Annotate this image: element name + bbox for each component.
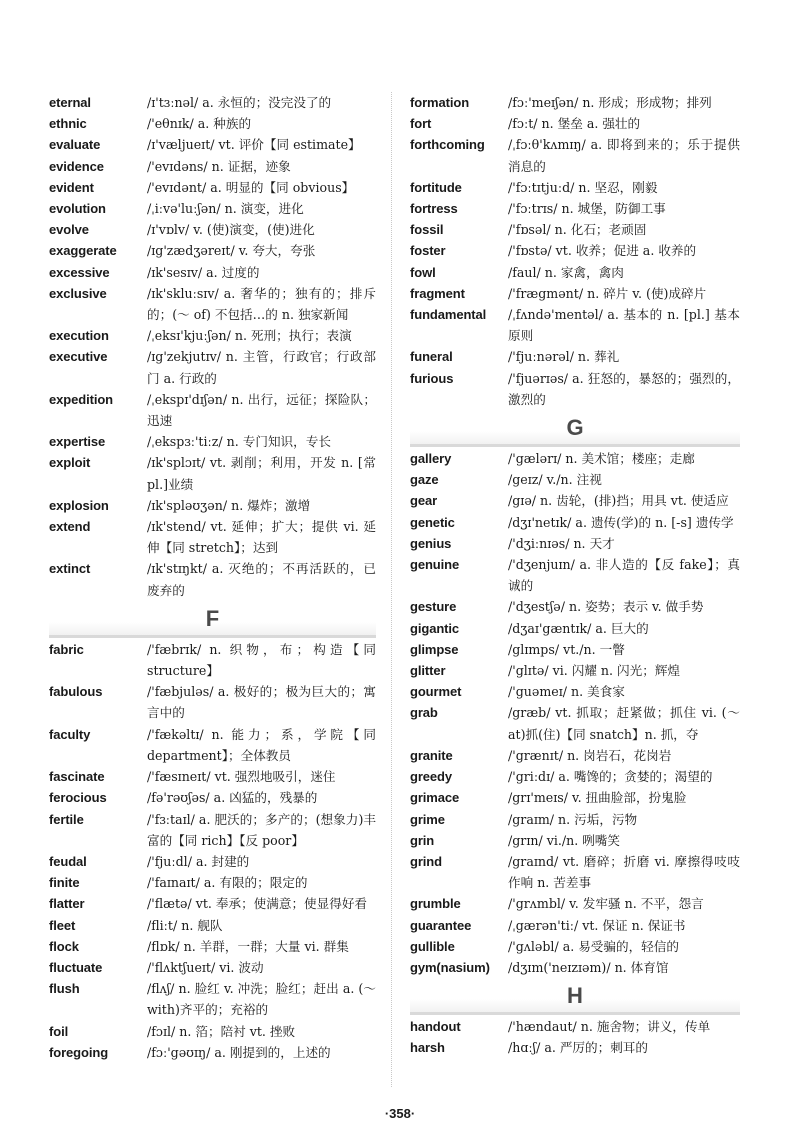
definition: /'fjuːnərəl/ n. 葬礼 [508, 349, 620, 365]
definition: /ɪ'vɒlv/ v. (使)演变，(使)进化 [147, 222, 315, 238]
headword: handout [410, 1019, 461, 1035]
definition: /'gʌləbl/ a. 易受骗的，轻信的 [508, 938, 679, 954]
headword: genetic [410, 514, 455, 530]
headword: evolve [49, 222, 89, 238]
dictionary-entry [410, 745, 740, 766]
definition: /ɪg'zædʒəreɪt/ v. 夸大，夸张 [147, 243, 316, 259]
dictionary-entry [410, 702, 740, 744]
definition: /'guəmeɪ/ n. 美食家 [508, 684, 625, 700]
dictionary-entry [410, 893, 740, 914]
definition: /'fæsɪneɪt/ vt. 强烈地吸引，迷住 [147, 769, 336, 785]
definition: /flʌʃ/ n. 脸红 v. 冲洗；脸红；赶出 a. (～ with)齐平的；充裕的 [147, 981, 376, 1018]
headword: ethnic [49, 116, 87, 132]
dictionary-entry [49, 389, 376, 431]
definition: /dʒɪ'netɪk/ a. 遗传(学)的 n. [-s] 遗传学 [508, 514, 734, 530]
dictionary-entry [410, 957, 740, 978]
dictionary-entry [410, 639, 740, 660]
definition: /ˌgærən'tiː/ vt. 保证 n. 保证书 [508, 917, 686, 933]
definition: /ɪg'zekjutɪv/ n. 主管，行政官；行政部门 a. 行政的 [147, 349, 376, 386]
headword: glitter [410, 663, 446, 679]
definition: /ˌekspɜː'tiːz/ n. 专门知识，专长 [147, 434, 331, 450]
headword: flush [49, 981, 80, 997]
definition: /ɪk'stɪŋkt/ a. 灭绝的；不再活跃的，已废弃的 [147, 561, 376, 598]
dictionary-entry [410, 1037, 740, 1058]
headword: grumble [410, 896, 461, 912]
definition: /ɪk'sesɪv/ a. 过度的 [147, 264, 260, 280]
dictionary-entry [410, 113, 740, 134]
headword: greedy [410, 769, 453, 785]
definition: /'griːdɪ/ a. 嘴馋的；贪婪的；渴望的 [508, 769, 713, 785]
headword: feudal [49, 853, 87, 869]
headword: gallery [410, 451, 452, 467]
definition: /'faɪnaɪt/ a. 有限的；限定的 [147, 875, 308, 891]
definition: /'gælərɪ/ n. 美术馆；楼座；走廊 [508, 451, 695, 467]
dictionary-entry [49, 134, 376, 155]
headword: grind [410, 853, 442, 869]
definition: /'evɪdənt/ a. 明显的【同 obvious】 [147, 179, 355, 195]
headword: fabric [49, 641, 84, 657]
definition: /ɪk'stend/ vt. 延伸；扩大；提供 vi. 延伸【同 stretch】；达到 [147, 519, 376, 556]
headword: fundamental [410, 307, 487, 323]
dictionary-entry [410, 304, 740, 346]
definition: /flɒk/ n. 羊群，一群；大量 vi. 群集 [147, 938, 349, 954]
dictionary-entry [49, 872, 376, 893]
dictionary-entry [49, 262, 376, 283]
definition: /ɪ'væljueɪt/ vt. 评价【同 estimate】 [147, 137, 361, 153]
headword: forthcoming [410, 137, 485, 153]
definition: /graɪnd/ vt. 磨碎；折磨 vi. 摩擦得吱吱作响 n. 苦差事 [508, 853, 740, 891]
definition: /fliːt/ n. 舰队 [147, 917, 223, 933]
headword: fortitude [410, 179, 462, 195]
headword: ferocious [49, 790, 107, 806]
headword: exaggerate [49, 243, 117, 259]
dictionary-entry [410, 681, 740, 702]
definition: /dʒaɪ'gæntɪk/ a. 巨大的 [508, 620, 649, 636]
headword: gullible [410, 938, 455, 954]
definition: /'fjuːdl/ a. 封建的 [147, 853, 250, 869]
definition: /glɪmps/ vt./n. 一瞥 [508, 641, 625, 657]
definition: /'fɔːtɪtjuːd/ n. 坚忍，刚毅 [508, 179, 658, 195]
dictionary-entry [410, 512, 740, 533]
headword: exclusive [49, 285, 107, 301]
definition: /fə'rəʊʃəs/ a. 凶猛的，残暴的 [147, 790, 318, 806]
dictionary-entry [410, 915, 740, 936]
definition: /ɪk'spləʊʒən/ n. 爆炸；激增 [147, 497, 311, 513]
headword: grab [410, 705, 438, 721]
definition: /'hændaut/ n. 施舍物；讲义，传单 [508, 1019, 711, 1035]
definition: /gɪə/ n. 齿轮，(排)挡；用具 vt. 使适应 [508, 493, 729, 509]
dictionary-entry [49, 495, 376, 516]
headword: foster [410, 243, 446, 259]
headword: foregoing [49, 1044, 109, 1060]
headword: fragment [410, 285, 465, 301]
headword: fascinate [49, 769, 105, 785]
left-column [49, 92, 376, 1063]
dictionary-entry [410, 596, 740, 617]
headword: finite [49, 875, 80, 891]
headword: funeral [410, 349, 453, 365]
dictionary-entry [49, 113, 376, 134]
dictionary-entry [49, 240, 376, 261]
headword: evolution [49, 201, 106, 217]
definition: /'fæbrɪk/ n. 织物，布；构造【同 structure】 [147, 641, 376, 679]
definition: /geɪz/ v./n. 注视 [508, 472, 602, 488]
definition: /grɪ'meɪs/ v. 扭曲脸部，扮鬼脸 [508, 790, 687, 806]
dictionary-entry [49, 787, 376, 808]
definition: /fɔɪl/ n. 箔；陪衬 vt. 挫败 [147, 1023, 296, 1039]
definition: /fɔː'gəʊɪŋ/ a. 刚提到的，上述的 [147, 1044, 331, 1060]
dictionary-entry [410, 134, 740, 176]
dictionary-entry [49, 558, 376, 600]
dictionary-entry [410, 469, 740, 490]
definition: /'flætə/ vt. 奉承；使满意；使显得好看 [147, 896, 368, 912]
dictionary-entry [49, 516, 376, 558]
definition: /faul/ n. 家禽，禽肉 [508, 264, 624, 280]
dictionary-entry [49, 639, 376, 681]
headword: grime [410, 811, 445, 827]
headword: flock [49, 938, 79, 954]
headword: excessive [49, 264, 110, 280]
headword: grin [410, 832, 435, 848]
headword: harsh [410, 1040, 445, 1056]
dictionary-entry [410, 830, 740, 851]
headword: gym(nasium) [410, 959, 490, 975]
dictionary-entry [410, 660, 740, 681]
dictionary-entry [49, 766, 376, 787]
dictionary-entry [49, 92, 376, 113]
dictionary-entry [410, 92, 740, 113]
definition: /ɪk'skluːsɪv/ a. 奢华的；独有的；排斥的；(～ of) 不包括…的 n. 独家新闻 [147, 285, 376, 323]
definition: /'eθnɪk/ a. 种族的 [147, 116, 252, 132]
definition: /ˌeksɪ'kjuːʃən/ n. 死刑；执行；表演 [147, 328, 352, 344]
headword: fowl [410, 264, 436, 280]
dictionary-entry [49, 219, 376, 240]
dictionary-entry [49, 915, 376, 936]
dictionary-entry [410, 240, 740, 261]
headword: expedition [49, 391, 114, 407]
definition: /'glɪtə/ vi. 闪耀 n. 闪光；辉煌 [508, 663, 681, 679]
headword: evident [49, 179, 94, 195]
dictionary-entry [49, 936, 376, 957]
dictionary-entry [410, 766, 740, 787]
dictionary-entry [49, 1021, 376, 1042]
letter-section-header: G [410, 412, 740, 447]
headword: furious [410, 370, 454, 386]
headword: evidence [49, 158, 104, 174]
dictionary-entry [49, 957, 376, 978]
dictionary-entry [410, 283, 740, 304]
headword: granite [410, 747, 453, 763]
headword: fleet [49, 917, 76, 933]
dictionary-entry [49, 1042, 376, 1063]
headword: extend [49, 519, 91, 535]
definition: /'evɪdəns/ n. 证据，迹象 [147, 158, 291, 174]
definition: /ɪ'tɜːnəl/ a. 永恒的；没完没了的 [147, 95, 332, 110]
dictionary-entry [410, 554, 740, 596]
headword: explosion [49, 497, 109, 513]
headword: flatter [49, 896, 85, 912]
headword: guarantee [410, 917, 472, 933]
headword: genuine [410, 557, 460, 573]
dictionary-entry [49, 724, 376, 766]
definition: /'grʌmbl/ v. 发牢骚 n. 不平，怨言 [508, 896, 704, 912]
dictionary-entry [410, 490, 740, 511]
headword: fort [410, 116, 432, 132]
definition: /'fɜːtaɪl/ a. 肥沃的；多产的；(想象力)丰富的【同 rich】【反 poor】 [147, 811, 376, 848]
definition: /fɔː'meɪʃən/ n. 形成；形成物；排列 [508, 95, 712, 110]
dictionary-entry [49, 198, 376, 219]
headword: gourmet [410, 684, 462, 700]
headword: genius [410, 535, 452, 551]
dictionary-entry [49, 893, 376, 914]
page-number: ·358· [384, 1106, 416, 1121]
definition: /graɪm/ n. 污垢，污物 [508, 811, 638, 827]
headword: faculty [49, 726, 91, 742]
headword: gesture [410, 599, 457, 615]
definition: /'dʒiːnɪəs/ n. 天才 [508, 535, 615, 551]
headword: gigantic [410, 620, 460, 636]
letter-section-header: F [49, 603, 376, 638]
definition: /græb/ vt. 抓取；赶紧做；抓住 vi. (～ at)抓(住)【同 snatch】n. 抓，夺 [508, 705, 740, 742]
definition: /ɪk'splɔɪt/ vt. 剥削；利用，开发 n. [常 pl.]业绩 [147, 455, 376, 492]
headword: fabulous [49, 684, 103, 700]
dictionary-entry [410, 851, 740, 893]
dictionary-entry [410, 618, 740, 639]
definition: /hɑːʃ/ a. 严厉的；刺耳的 [508, 1040, 648, 1056]
definition: /'fæbjuləs/ a. 极好的；极为巨大的；寓言中的 [147, 684, 376, 721]
dictionary-entry [410, 809, 740, 830]
headword: executive [49, 349, 108, 365]
definition: /grɪn/ vi./n. 咧嘴笑 [508, 832, 620, 848]
dictionary-entry [49, 283, 376, 325]
headword: extinct [49, 561, 91, 577]
dictionary-entry [49, 156, 376, 177]
headword: foil [49, 1023, 69, 1039]
dictionary-entry [410, 219, 740, 240]
headword: execution [49, 328, 109, 344]
headword: fluctuate [49, 959, 103, 975]
definition: /'fɒstə/ vt. 收养；促进 a. 收养的 [508, 243, 697, 259]
headword: gear [410, 493, 438, 509]
headword: evaluate [49, 137, 101, 153]
headword: gaze [410, 472, 439, 488]
definition: /ˌiːvə'luːʃən/ n. 演变，进化 [147, 201, 304, 217]
dictionary-entry [410, 198, 740, 219]
definition: /'grænɪt/ n. 岗岩石，花岗岩 [508, 747, 672, 763]
dictionary-entry [49, 681, 376, 723]
definition: /'fɔːtrɪs/ n. 城堡，防御工事 [508, 201, 666, 217]
column-divider [391, 92, 392, 1087]
dictionary-entry [49, 978, 376, 1020]
headword: fossil [410, 222, 444, 238]
definition: /fɔːt/ n. 堡垒 a. 强壮的 [508, 116, 641, 132]
dictionary-entry [410, 346, 740, 367]
headword: formation [410, 95, 470, 110]
definition: /ˌekspɪ'dɪʃən/ n. 出行，远征；探险队；迅速 [147, 391, 376, 429]
dictionary-entry [49, 431, 376, 452]
definition: /'fjuərɪəs/ a. 狂怒的，暴怒的；强烈的，激烈的 [508, 370, 740, 407]
right-column [410, 92, 740, 1059]
definition: /'dʒenjuɪn/ a. 非人造的【反 fake】；真诚的 [508, 557, 740, 594]
dictionary-entry [410, 368, 740, 410]
headword: grimace [410, 790, 460, 806]
dictionary-entry [49, 452, 376, 494]
headword: exploit [49, 455, 91, 471]
definition: /ˌfɔːθ'kʌmɪŋ/ a. 即将到来的；乐于提供消息的 [508, 137, 740, 174]
definition: /ˌfʌndə'mentəl/ a. 基本的 n. [pl.] 基本原则 [508, 307, 740, 344]
dictionary-entry [49, 177, 376, 198]
definition: /'dʒestʃə/ n. 姿势；表示 v. 做手势 [508, 599, 704, 615]
dictionary-entry [49, 809, 376, 851]
dictionary-entry [410, 262, 740, 283]
dictionary-entry [410, 448, 740, 469]
dictionary-entry [410, 787, 740, 808]
dictionary-entry [410, 1016, 740, 1037]
definition: /'fækəltɪ/ n. 能力；系，学院【同 department】；全体教员 [147, 726, 376, 763]
definition: /dʒɪm('neɪzɪəm)/ n. 体育馆 [508, 959, 669, 975]
dictionary-entry [410, 936, 740, 957]
definition: /'flʌktʃueɪt/ vi. 波动 [147, 959, 264, 975]
letter-section-header: H [410, 980, 740, 1015]
headword: eternal [49, 95, 91, 110]
headword: fortress [410, 201, 458, 217]
headword: fertile [49, 811, 84, 827]
dictionary-entry [49, 346, 376, 388]
definition: /'fɒsəl/ n. 化石；老顽固 [508, 222, 647, 238]
dictionary-entry [410, 177, 740, 198]
definition: /'frægmənt/ n. 碎片 v. (使)成碎片 [508, 285, 707, 301]
headword: glimpse [410, 641, 459, 657]
dictionary-entry [410, 533, 740, 554]
headword: expertise [49, 434, 106, 450]
dictionary-entry [49, 851, 376, 872]
dictionary-entry [49, 325, 376, 346]
